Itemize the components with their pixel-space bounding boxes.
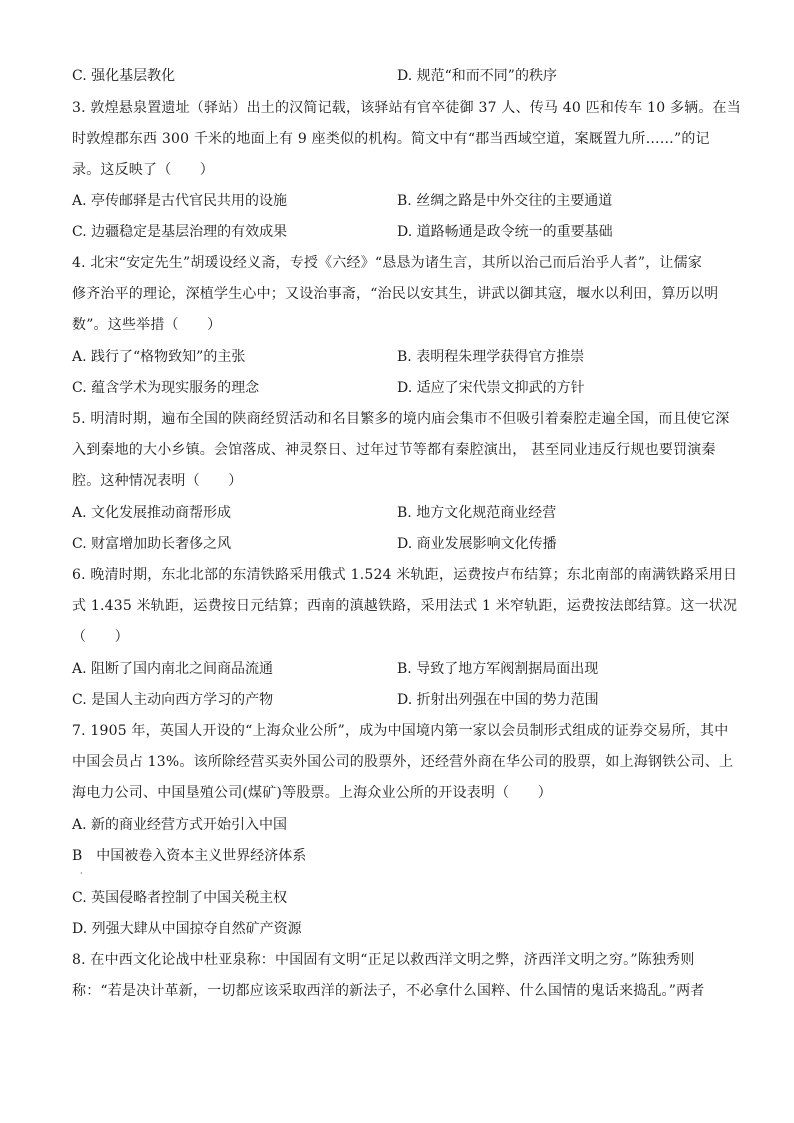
q6-option-c: C. 是国人主动向西方学习的产物: [72, 692, 274, 708]
q4-option-b: B. 表明程朱理学获得官方推崇: [397, 349, 585, 365]
q3-option-d: D. 道路畅通是政令统一的重要基础: [397, 224, 613, 240]
q7-option-c: C. 英国侵略者控制了中国关税主权: [72, 890, 288, 906]
q2-option-d: D. 规范“和而不同”的秩序: [397, 68, 557, 84]
q4-option-c: C. 蕴含学术为现实服务的理念: [72, 380, 260, 396]
q6-stem-line-1: 6. 晚清时期，东北北部的东清铁路采用俄式 1.524 米轨距，运费按卢布结算；东北南部的南满铁路采用日: [72, 567, 738, 583]
q5-option-c: C. 财富增加助长奢侈之风: [72, 536, 232, 552]
q6-option-b: B. 导致了地方军阀割据局面出现: [397, 661, 599, 677]
q4-stem-line-2: 修齐治平的理论，深植学生心中；又设治事斋，“治民以安其生，讲武以御其寇，堰水以利田，算历以明: [72, 286, 719, 302]
q7-option-d: D. 列强大肆从中国掠夺自然矿产资源: [72, 921, 302, 937]
q5-option-a: A. 文化发展推动商帮形成: [72, 505, 232, 521]
q5-option-d: D. 商业发展影响文化传播: [397, 536, 557, 552]
q3-stem-line-3: 录。这反映了（ ）: [72, 162, 214, 178]
q6-option-a: A. 阻断了国内南北之间商品流通: [72, 661, 274, 677]
q5-stem-line-2: 入到秦地的大小乡镇。会馆落成、神灵祭日、过年过节等都有秦腔演出， 甚至同业违反行规也要罚演秦: [72, 442, 716, 458]
q7-option-b: B 中国被卷入资本主义世界经济体系: [72, 848, 307, 864]
q6-stem-line-2: 式 1.435 米轨距，运费按日元结算；西南的滇越铁路，采用法式 1 米窄轨距，运费按法郎结算。这一状况: [72, 598, 738, 614]
q3-option-b: B. 丝绸之路是中外交往的主要通道: [397, 193, 613, 209]
q7-stem-line-2: 中国会员占 13%。该所除经营买卖外国公司的股票外，还经营外商在华公司的股票，如上海钢铁公司、上: [72, 754, 734, 770]
q8-stem-line-2: 称：“若是决计革新，一切都应该采取西洋的新法子，不必拿什么国粹、什么国情的鬼话来捣乱。”两者: [72, 983, 705, 999]
q6-stem-line-3: （ ）: [72, 629, 129, 645]
q3-stem-line-1: 3. 敦煌悬泉置遗址（驿站）出土的汉简记载，该驿站有官卒徒御 37 人、传马 40 匹和传车 10 多辆。在当: [72, 100, 741, 116]
q6-option-d: D. 折射出列强在中国的势力范围: [397, 692, 599, 708]
q7-stem-line-1: 7. 1905 年，英国人开设的“上海众业公所”，成为中国境内第一家以会员制形式组成的证券交易所，其中: [72, 723, 729, 739]
q2-option-c: C. 强化基层教化: [72, 68, 176, 84]
q4-stem-line-1: 4. 北宋“安定先生”胡瑗设经义斋，专授《六经》“恳恳为诸生言，其所以治己而后治乎人者”，让儒家: [72, 255, 703, 271]
q5-stem-line-1: 5. 明清时期，遍布全国的陕商经贸活动和名目繁多的境内庙会集市不但吸引着秦腔走遍全国，而且使它深: [72, 411, 730, 427]
q4-stem-line-3: 数”。这些举措（ ）: [72, 317, 222, 333]
stray-dot: ·: [80, 869, 83, 878]
q5-option-b: B. 地方文化规范商业经营: [397, 505, 557, 521]
q7-option-a: A. 新的商业经营方式开始引入中国: [72, 817, 288, 833]
q8-stem-line-1: 8. 在中西文化论战中杜亚泉称：中国固有文明“正足以救西洋文明之弊，济西洋文明之穷。”陈独秀则: [72, 952, 695, 968]
q5-stem-line-3: 腔。这种情况表明（ ）: [72, 473, 243, 489]
q3-option-a: A. 亭传邮驿是古代官民共用的设施: [72, 193, 288, 209]
q7-stem-line-3: 海电力公司、中国垦殖公司(煤矿)等股票。上海众业公所的开设表明（ ）: [72, 785, 552, 801]
q4-option-a: A. 践行了“格物致知”的主张: [72, 349, 246, 365]
q4-option-d: D. 适应了宋代崇文抑武的方针: [397, 380, 585, 396]
q3-stem-line-2: 时敦煌郡东西 300 千米的地面上有 9 座类似的机构。简文中有“郡当西域空道，案厩置九所……”的记: [72, 131, 710, 147]
q3-option-c: C. 边疆稳定是基层治理的有效成果: [72, 224, 288, 240]
